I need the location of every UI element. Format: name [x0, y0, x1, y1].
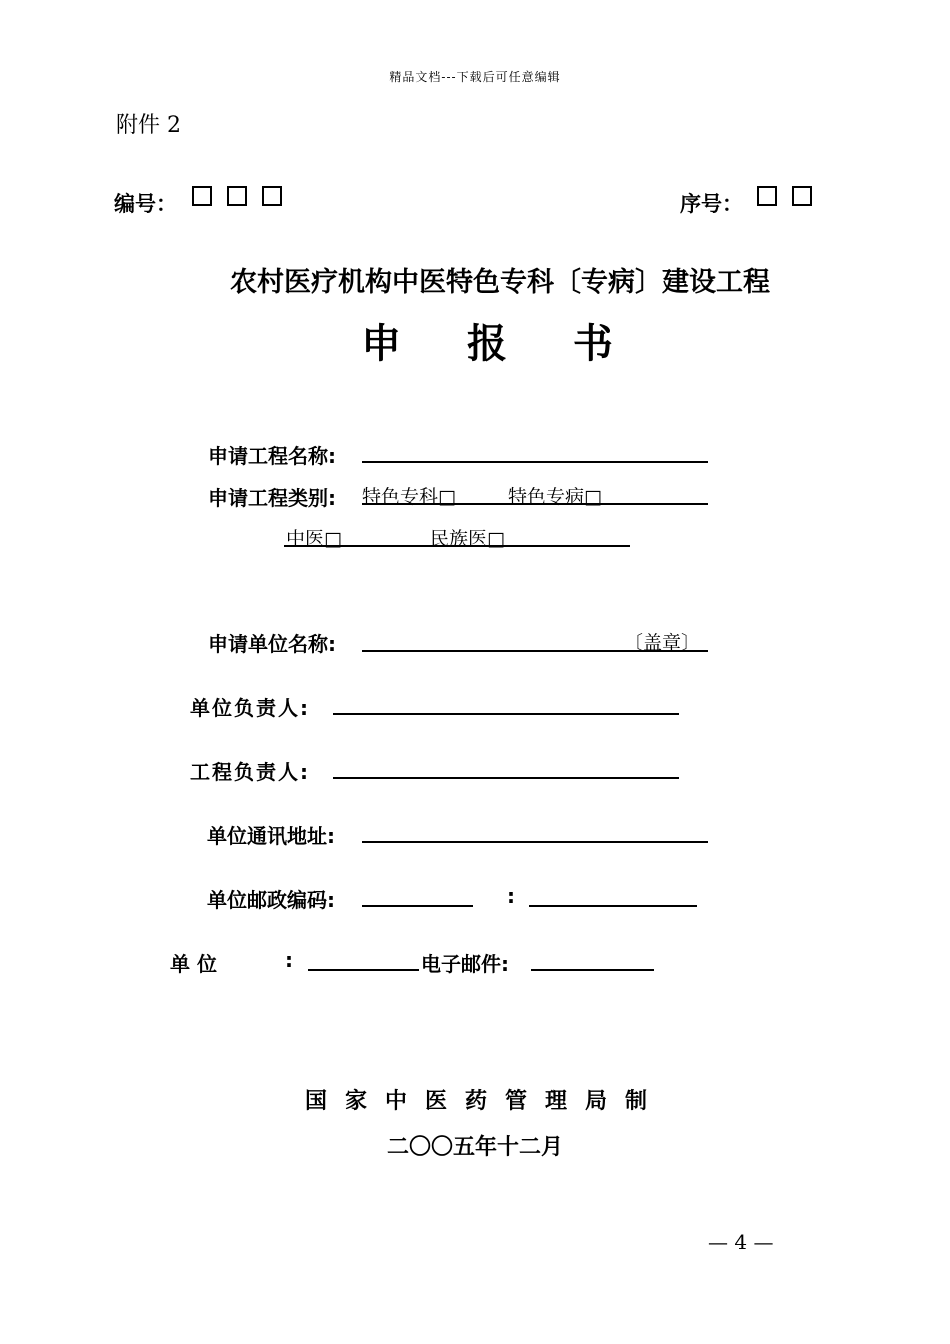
category-tcm[interactable]: 中医□: [286, 528, 342, 550]
category-ethnic-medicine[interactable]: 民族医□: [430, 528, 505, 550]
project-name-label: 申请工程名称:: [208, 444, 336, 468]
unit-head-field[interactable]: [333, 713, 679, 715]
issue-date: 二〇〇五年十二月: [386, 1135, 563, 1160]
number-label: 编号：: [114, 192, 177, 216]
address-field[interactable]: [362, 841, 708, 843]
unit-field[interactable]: [308, 969, 419, 971]
email-label: 电子邮件:: [421, 952, 509, 976]
postcode-field[interactable]: [362, 905, 473, 907]
number-box-1[interactable]: [192, 186, 212, 206]
project-category-label: 申请工程类别:: [208, 486, 336, 510]
title-line-1: 农村医疗机构中医特色专科〔专病〕建设工程: [230, 267, 770, 298]
attachment-label: 附件 2: [116, 113, 181, 138]
serial-box-1[interactable]: [757, 186, 777, 206]
number-box-3[interactable]: [262, 186, 282, 206]
stamp-note: 〔盖章〕: [624, 632, 701, 654]
title-line-2: 申 报 书: [361, 321, 639, 367]
project-head-label: 工程负责人:: [190, 760, 310, 784]
number-box-2[interactable]: [227, 186, 247, 206]
unit-label: 单 位: [170, 952, 217, 976]
email-field[interactable]: [531, 969, 654, 971]
category-special-disease[interactable]: 特色专病□: [508, 486, 602, 508]
postcode-label: 单位邮政编码:: [207, 888, 335, 912]
colon-2: :: [285, 948, 293, 972]
colon-1: :: [507, 884, 515, 908]
project-name-field[interactable]: [362, 461, 708, 463]
issuing-organization: 国家中医药管理局制: [304, 1089, 665, 1114]
project-head-field[interactable]: [333, 777, 679, 779]
category-special-department[interactable]: 特色专科□: [362, 486, 456, 508]
phone-field[interactable]: [529, 905, 697, 907]
serial-label: 序号：: [680, 192, 743, 216]
header-note: 精品文档---下载后可任意编辑: [389, 70, 561, 84]
serial-box-2[interactable]: [792, 186, 812, 206]
page-number: — 4 —: [708, 1230, 774, 1254]
address-label: 单位通讯地址:: [207, 824, 335, 848]
unit-head-label: 单位负责人:: [190, 696, 310, 720]
applicant-label: 申请单位名称:: [208, 632, 336, 656]
